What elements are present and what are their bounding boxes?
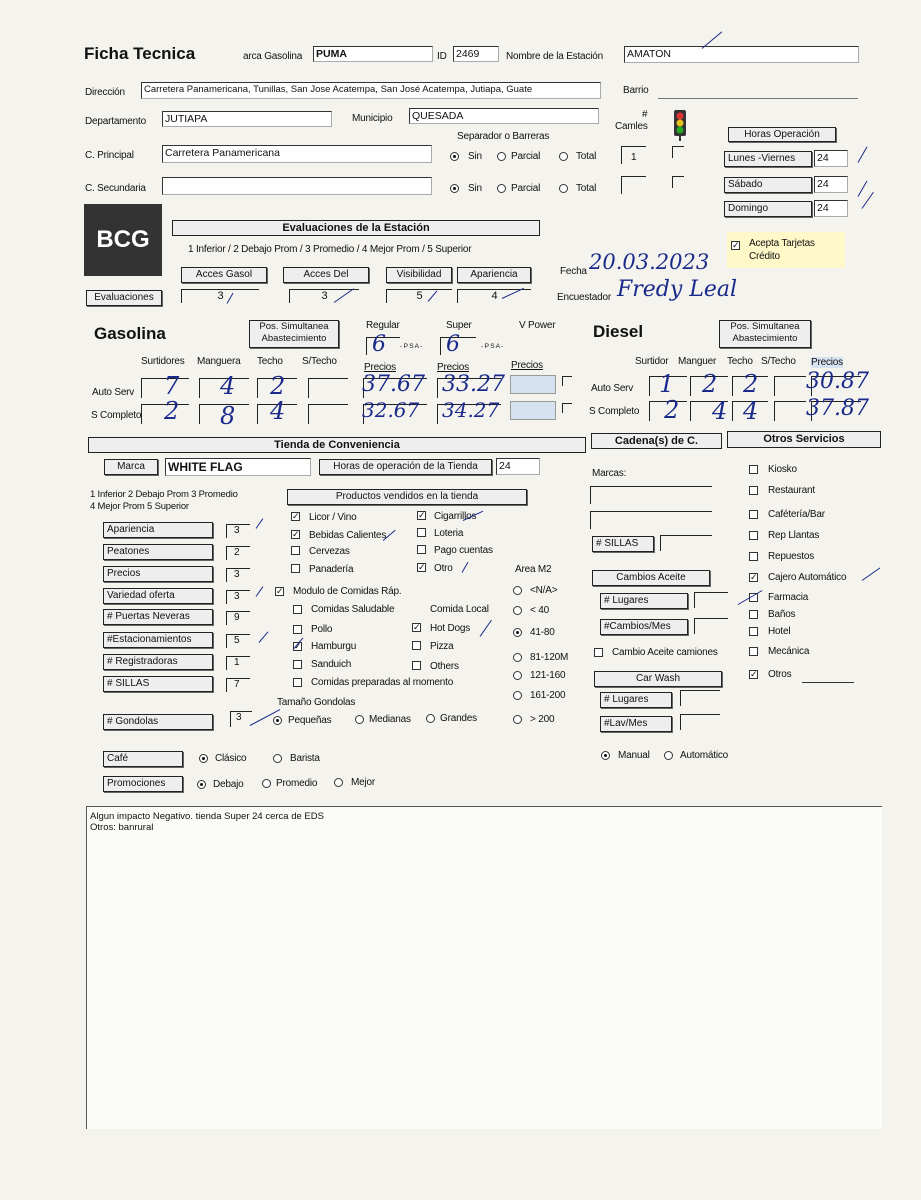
medianas-radio[interactable] <box>355 715 364 724</box>
rating-label: Variedad oferta <box>103 588 213 604</box>
cigarrillos-checkbox[interactable]: ✓ <box>418 510 426 520</box>
pen-mark <box>480 620 492 637</box>
pizza-label: Pizza <box>430 641 454 652</box>
otros-label: Rep Llantas <box>768 530 820 541</box>
rating-field[interactable] <box>226 611 250 625</box>
gas-sc-super-price-value: 34.27 <box>442 398 500 422</box>
licor-label: Licor / Vino <box>309 512 357 523</box>
encuestador-label: Encuestador <box>557 292 611 303</box>
id-field[interactable]: 2469 <box>453 46 499 62</box>
cervezas-label: Cervezas <box>309 546 350 557</box>
area-option-label: > 200 <box>530 714 555 725</box>
otro-label: Otro <box>434 563 453 574</box>
pen-mark <box>256 518 264 528</box>
otros-label: Mecánica <box>768 646 810 657</box>
camiones-label: Camles <box>615 121 648 132</box>
loteria-label: Loteria <box>434 528 464 539</box>
promo-debajo-label: Debajo <box>213 779 244 790</box>
wash-automatico-radio[interactable] <box>664 751 673 760</box>
diesel-sc-manguer-value: 4 <box>712 397 728 425</box>
gasolina-techo-header: Techo <box>257 356 283 367</box>
regular-pos-value: 6 <box>372 332 386 357</box>
pen-mark <box>862 567 881 580</box>
gas-as-techo-value: 2 <box>270 372 286 400</box>
diesel-pos-sim-line2: Abastecimiento <box>732 333 798 344</box>
secundaria-sin-label: Sin <box>468 183 482 194</box>
eval-visibilidad-value: 5 <box>416 290 423 302</box>
barista-label: Barista <box>290 753 320 764</box>
bcg-logo: BCG <box>84 204 162 276</box>
pen-mark <box>862 192 874 209</box>
aceite-lugares-field[interactable] <box>694 592 728 608</box>
cervezas-checkbox[interactable] <box>291 546 300 555</box>
marca-gasolina-field[interactable]: PUMA <box>313 46 433 62</box>
acepta-tarjetas-label: Acepta Tarjetas <box>749 238 815 249</box>
gas-as-super-price-value: 33.27 <box>442 372 505 397</box>
regular-precios-header: Precios <box>364 362 396 373</box>
horas-operacion-header: Horas Operación <box>728 127 836 142</box>
area-option-label: 41-80 <box>530 627 555 638</box>
lunes-viernes-label: Lunes -Viernes <box>724 151 812 167</box>
c-principal-label: C. Principal <box>85 150 134 161</box>
super-precios-header: Precios <box>437 362 469 373</box>
domingo-label: Domingo <box>724 201 812 217</box>
wash-manual-radio[interactable] <box>601 751 610 760</box>
acces-del-header: Acces Del <box>283 267 369 283</box>
clasico-label: Clásico <box>215 753 247 764</box>
gondolas-value: 3 <box>236 712 242 723</box>
rating-value: 3 <box>234 569 240 580</box>
pen-mark <box>858 147 868 163</box>
notes-line-2: Otros: banrural <box>90 822 154 833</box>
evaluaciones-label: Evaluaciones <box>86 290 162 306</box>
diesel-sc-techo-value: 4 <box>743 397 759 425</box>
barrio-label: Barrio <box>623 85 649 96</box>
nombre-estacion-label: Nombre de la Estación <box>506 51 603 62</box>
aceite-lugares-label: # Lugares <box>600 593 688 609</box>
grandes-radio[interactable] <box>426 714 435 723</box>
camiones-principal-field[interactable] <box>621 146 646 164</box>
super-psa: - P S A - <box>481 343 503 350</box>
diesel-sc-surtidor-value: 2 <box>664 396 680 424</box>
domingo-field[interactable]: 24 <box>814 200 848 217</box>
tienda-marca-label: Marca <box>104 459 158 475</box>
promociones-label: Promociones <box>103 776 183 792</box>
sanduich-label: Sanduich <box>311 659 352 670</box>
otros-checkbox[interactable] <box>749 552 758 561</box>
otros-label: Cajero Automático <box>768 572 847 583</box>
cafe-label: Café <box>103 751 183 767</box>
cadena-marcas-label: Marcas: <box>592 468 627 479</box>
sabado-field[interactable]: 24 <box>814 176 848 193</box>
gasolina-pos-simultanea <box>249 320 339 348</box>
pago-cuentas-checkbox[interactable] <box>417 545 426 554</box>
cambio-camiones-label: Cambio Aceite camiones <box>612 647 718 658</box>
encuestador-value[interactable]: Fredy Leal <box>617 277 738 302</box>
rating-field[interactable] <box>226 524 250 538</box>
cadena-sillas-field[interactable] <box>660 535 712 551</box>
rating-label: # SILLAS <box>103 676 213 692</box>
c-secundaria-label: C. Secundaria <box>85 183 146 194</box>
rating-value: 3 <box>234 591 240 602</box>
area-option-radio[interactable] <box>513 653 522 662</box>
barista-radio[interactable] <box>273 754 282 763</box>
area-option-radio[interactable] <box>513 628 522 637</box>
gasolina-surtidores-header: Surtidores <box>141 356 185 367</box>
bebidas-label: Bebidas Calientes <box>309 530 387 541</box>
traffic-light-icon <box>670 108 690 142</box>
secundaria-total-label: Total <box>576 183 597 194</box>
area-option-label: < 40 <box>530 605 549 616</box>
hot-dogs-checkbox[interactable]: ✓ <box>413 622 421 632</box>
c-principal-field[interactable]: Carretera Panamericana <box>162 145 432 163</box>
otros-checkbox[interactable]: ✓ <box>750 669 758 679</box>
eval-apariencia-value: 4 <box>491 290 498 302</box>
otros-label: Otros <box>768 669 792 680</box>
acepta-tarjetas-checkbox[interactable]: ✓ <box>732 240 740 250</box>
rating-value: 5 <box>234 635 240 646</box>
acces-gasol-header: Acces Gasol <box>181 267 267 283</box>
credito-label: Crédito <box>749 251 780 262</box>
area-option-label: 161-200 <box>530 690 566 701</box>
departamento-label: Departamento <box>85 116 146 127</box>
separador-label: Separador o Barreras <box>457 131 550 142</box>
secundaria-total-radio[interactable] <box>559 184 568 193</box>
comidas-preparadas-label: Comidas preparadas al momento <box>311 677 454 688</box>
tienda-scale-line2: 4 Mejor Prom 5 Superior <box>90 501 189 512</box>
gasolina-pos-sim-line1: Pos. Simultanea <box>259 321 329 332</box>
gas-sc-manguera-value: 8 <box>220 402 236 430</box>
super-label: Super <box>446 320 472 331</box>
eval-apariencia-field[interactable] <box>457 289 531 303</box>
comidas-saludable-label: Comidas Saludable <box>311 604 395 615</box>
principal-check[interactable] <box>672 146 684 158</box>
principal-sin-label: Sin <box>468 151 482 162</box>
panaderia-checkbox[interactable] <box>291 564 300 573</box>
camiones-hash: # <box>642 109 648 120</box>
promo-mejor-radio[interactable] <box>334 778 343 787</box>
c-secundaria-field[interactable] <box>162 177 432 195</box>
evaluaciones-title: Evaluaciones de la Estación <box>172 220 540 236</box>
rating-label: Peatones <box>103 544 213 560</box>
principal-total-radio[interactable] <box>559 152 568 161</box>
eval-acces-gasol-field[interactable] <box>181 289 259 303</box>
otros-servicios-title: Otros Servicios <box>727 431 881 448</box>
otros-checkbox[interactable] <box>749 531 758 540</box>
area-option-label: 121-160 <box>530 670 566 681</box>
otros-checkbox[interactable] <box>749 610 758 619</box>
diesel-as-surtidor-value: 1 <box>659 370 675 398</box>
gas-sc-vpower-price-field[interactable] <box>510 401 556 420</box>
promo-mejor-label: Mejor <box>351 777 376 788</box>
cadena-sillas-label: # SILLAS <box>592 536 654 552</box>
wash-manual-label: Manual <box>618 750 650 761</box>
gasolina-pos-sim-line2: Abastecimiento <box>261 333 327 344</box>
rating-label: # Puertas Neveras <box>103 609 213 625</box>
page-title: Ficha Tecnica <box>84 44 196 63</box>
cigarrillos-label: Cigarrillos <box>434 511 477 522</box>
otros-line <box>802 682 854 683</box>
otros-checkbox[interactable]: ✓ <box>750 572 758 582</box>
gas-sc-techo-value: 4 <box>270 397 286 425</box>
eval-visibilidad-field[interactable] <box>386 289 452 303</box>
rating-value: 9 <box>234 612 240 623</box>
diesel-precios-header: Precios <box>811 357 843 368</box>
modulo-comidas-checkbox[interactable]: ✓ <box>276 586 284 596</box>
gas-sc-regular-price-value: 32.67 <box>362 398 420 422</box>
diesel-manguer-header: Manguer <box>678 356 717 367</box>
principal-parcial-label: Parcial <box>511 151 541 162</box>
diesel-as-stecho-field[interactable] <box>774 376 806 396</box>
otros-checkbox[interactable] <box>749 647 758 656</box>
fecha-value[interactable]: 20.03.2023 <box>589 250 710 274</box>
area-option-radio[interactable] <box>513 715 522 724</box>
pollo-checkbox[interactable] <box>293 625 302 634</box>
rating-value: 1 <box>234 657 240 668</box>
comidas-saludable-checkbox[interactable] <box>293 605 302 614</box>
gondolas-label: # Gondolas <box>103 714 213 730</box>
municipio-label: Municipio <box>352 113 393 124</box>
comidas-preparadas-checkbox[interactable] <box>293 678 302 687</box>
rating-label: Precios <box>103 566 213 582</box>
gasolina-s-completo-label: S Completo <box>91 410 142 421</box>
lunes-viernes-field[interactable]: 24 <box>814 150 848 167</box>
others-checkbox[interactable] <box>412 661 421 670</box>
wash-lugares-field[interactable] <box>680 690 720 706</box>
loteria-checkbox[interactable] <box>417 528 426 537</box>
diesel-pos-simultanea <box>719 320 811 348</box>
gas-sc-vpower-check[interactable] <box>562 403 572 413</box>
pollo-label: Pollo <box>311 624 333 635</box>
gas-as-vpower-check[interactable] <box>562 376 572 386</box>
notes-line-1: Algun impacto Negativo. tienda Super 24 cerca de EDS <box>90 811 324 822</box>
diesel-auto-serv-label: Auto Serv <box>591 383 634 394</box>
diesel-s-completo-label: S Completo <box>589 406 640 417</box>
tienda-scale-line1: 1 Inferior 2 Debajo Prom 3 Promedio <box>90 489 238 500</box>
rating-value: 3 <box>234 525 240 536</box>
cambio-camiones-checkbox[interactable] <box>594 648 603 657</box>
secundaria-parcial-radio[interactable] <box>497 184 506 193</box>
camiones-principal-value: 1 <box>631 152 637 163</box>
area-option-radio[interactable] <box>513 606 522 615</box>
diesel-as-manguer-value: 2 <box>702 370 718 398</box>
regular-psa: - P S A - <box>400 343 422 350</box>
fecha-label: Fecha <box>560 266 587 277</box>
gas-sc-surtidores-value: 2 <box>164 397 180 425</box>
cadena-marca-field-2[interactable] <box>590 511 712 529</box>
gas-as-surtidores-value: 7 <box>164 372 180 400</box>
pen-mark <box>259 631 269 642</box>
rating-field[interactable] <box>226 546 250 560</box>
pen-mark <box>256 586 264 596</box>
area-option-radio[interactable] <box>513 586 522 595</box>
visibilidad-header: Visibilidad <box>386 267 452 283</box>
diesel-as-price-value: 30.87 <box>806 369 869 394</box>
promo-debajo-radio[interactable] <box>197 780 206 789</box>
rating-value: 7 <box>234 679 240 690</box>
cambios-aceite-header: Cambios Aceite <box>592 570 710 586</box>
rating-label: #Estacionamientos <box>103 632 213 648</box>
diesel-pos-sim-line1: Pos. Simultanea <box>730 321 800 332</box>
gas-sc-stecho-field[interactable] <box>308 404 348 424</box>
gasolina-title: Gasolina <box>94 324 166 343</box>
tienda-horas-label: Horas de operación de la Tienda <box>319 459 492 475</box>
sabado-label: Sábado <box>724 177 812 193</box>
otros-checkbox[interactable] <box>749 510 758 519</box>
otros-label: Kiosko <box>768 464 797 475</box>
eval-acces-del-value: 3 <box>321 290 328 302</box>
camiones-secundaria-field[interactable] <box>621 176 646 194</box>
direccion-label: Dirección <box>85 87 125 98</box>
marca-gasolina-label: arca Gasolina <box>243 51 303 62</box>
principal-sin-radio[interactable] <box>450 152 459 161</box>
sanduich-checkbox[interactable] <box>293 660 302 669</box>
clasico-radio[interactable] <box>199 754 208 763</box>
tienda-section-title: Tienda de Conveniencia <box>88 437 586 453</box>
wash-automatico-label: Automático <box>680 750 729 761</box>
area-option-label: 81-120M <box>530 652 569 663</box>
principal-total-label: Total <box>576 151 597 162</box>
lav-mes-label: #Lav/Mes <box>600 716 672 732</box>
tienda-horas-field[interactable]: 24 <box>496 458 540 475</box>
regular-label: Regular <box>366 320 400 331</box>
gas-as-regular-price-value: 37.67 <box>362 372 425 397</box>
diesel-surtidor-header: Surtidor <box>635 356 669 367</box>
diesel-techo-header: Techo <box>727 356 753 367</box>
diesel-sc-price-value: 37.87 <box>806 396 869 421</box>
bebidas-checkbox[interactable]: ✓ <box>292 529 300 539</box>
gas-as-manguera-value: 4 <box>220 372 236 400</box>
diesel-sc-stecho-field[interactable] <box>774 401 806 421</box>
otro-checkbox[interactable]: ✓ <box>418 562 426 572</box>
promo-promedio-radio[interactable] <box>262 779 271 788</box>
wash-lugares-label: # Lugares <box>600 692 672 708</box>
nombre-estacion-field[interactable]: AMATON <box>624 46 859 63</box>
rating-label: # Registradoras <box>103 654 213 670</box>
notes-textarea[interactable] <box>86 806 882 1129</box>
principal-parcial-radio[interactable] <box>497 152 506 161</box>
hot-dogs-label: Hot Dogs <box>430 623 471 634</box>
gas-as-stecho-field[interactable] <box>308 378 348 398</box>
municipio-field[interactable]: QUESADA <box>409 108 599 124</box>
productos-title: Productos vendidos en la tienda <box>287 489 527 505</box>
panaderia-label: Panadería <box>309 564 354 575</box>
otros-checkbox[interactable] <box>749 627 758 636</box>
rating-field[interactable] <box>226 568 250 582</box>
rating-label: Apariencia <box>103 522 213 538</box>
direccion-field[interactable]: Carretera Panamericana, Tunillas, San Jose Acatempa, San José Acatempa, Jutiapa, Guate <box>141 82 601 99</box>
promo-promedio-label: Promedio <box>276 778 318 789</box>
otros-label: Repuestos <box>768 551 815 562</box>
otros-label: Baños <box>768 609 796 620</box>
gas-as-vpower-price-field[interactable] <box>510 375 556 394</box>
cambios-mes-label: #Cambios/Mes <box>600 619 688 635</box>
diesel-stecho-header: S/Techo <box>761 356 796 367</box>
medianas-label: Medianas <box>369 714 411 725</box>
secundaria-parcial-label: Parcial <box>511 183 541 194</box>
apariencia-header: Apariencia <box>457 267 531 283</box>
otros-label: Cafétería/Bar <box>768 509 825 520</box>
pizza-checkbox[interactable] <box>412 641 421 650</box>
hamburgu-label: Hamburgu <box>311 641 357 652</box>
vpower-precios-header: Precios <box>511 360 543 371</box>
car-wash-header: Car Wash <box>594 671 722 687</box>
grandes-label: Grandes <box>440 713 477 724</box>
area-option-label: <N/A> <box>530 585 558 596</box>
tienda-marca-field[interactable]: WHITE FLAG <box>165 458 311 476</box>
id-label: ID <box>437 51 447 62</box>
secundaria-check[interactable] <box>672 176 684 188</box>
gasolina-manguera-header: Manguera <box>197 356 241 367</box>
licor-checkbox[interactable]: ✓ <box>292 511 300 521</box>
rating-field[interactable] <box>226 590 250 604</box>
rating-value: 2 <box>234 547 240 558</box>
others-label: Others <box>430 661 459 672</box>
otros-checkbox[interactable] <box>749 486 758 495</box>
hamburgu-checkbox[interactable]: ✓ <box>294 641 302 651</box>
tamano-gondolas-label: Tamaño Gondolas <box>277 697 356 708</box>
pequenas-label: Pequeñas <box>288 715 332 726</box>
otros-label: Hotel <box>768 626 791 637</box>
area-m2-label: Area M2 <box>515 564 552 575</box>
secundaria-sin-radio[interactable] <box>450 184 459 193</box>
rating-field[interactable] <box>226 678 250 692</box>
otros-checkbox[interactable] <box>749 465 758 474</box>
diesel-title: Diesel <box>593 322 644 341</box>
pago-cuentas-label: Pago cuentas <box>434 545 493 556</box>
super-pos-value: 6 <box>446 332 460 357</box>
diesel-as-techo-value: 2 <box>743 370 759 398</box>
vpower-label: V Power <box>519 320 556 331</box>
cambios-mes-field[interactable] <box>694 618 728 634</box>
comida-local-label: Comida Local <box>430 604 489 615</box>
area-option-radio[interactable] <box>513 691 522 700</box>
area-option-radio[interactable] <box>513 671 522 680</box>
gasolina-stecho-header: S/Techo <box>302 356 337 367</box>
modulo-comidas-label: Modulo de Comidas Ráp. <box>293 586 402 597</box>
otros-label: Restaurant <box>768 485 815 496</box>
pen-mark <box>462 562 469 573</box>
evaluaciones-scale: 1 Inferior / 2 Debajo Prom / 3 Promedio / 4 Mejor Prom / 5 Superior <box>188 244 472 255</box>
cadena-marca-field-1[interactable] <box>590 486 712 504</box>
cadena-section-title: Cadena(s) de C. <box>591 433 722 449</box>
barrio-field[interactable] <box>658 82 858 99</box>
eval-acces-gasol-value: 3 <box>217 290 224 302</box>
rating-field[interactable] <box>226 656 250 670</box>
gasolina-auto-serv-label: Auto Serv <box>92 387 135 398</box>
pen-mark <box>858 181 868 197</box>
rating-field[interactable] <box>226 634 250 648</box>
otros-label: Farmacia <box>768 592 809 603</box>
lav-mes-field[interactable] <box>680 714 720 730</box>
pequenas-radio[interactable] <box>273 716 282 725</box>
departamento-field[interactable]: JUTIAPA <box>162 111 332 127</box>
